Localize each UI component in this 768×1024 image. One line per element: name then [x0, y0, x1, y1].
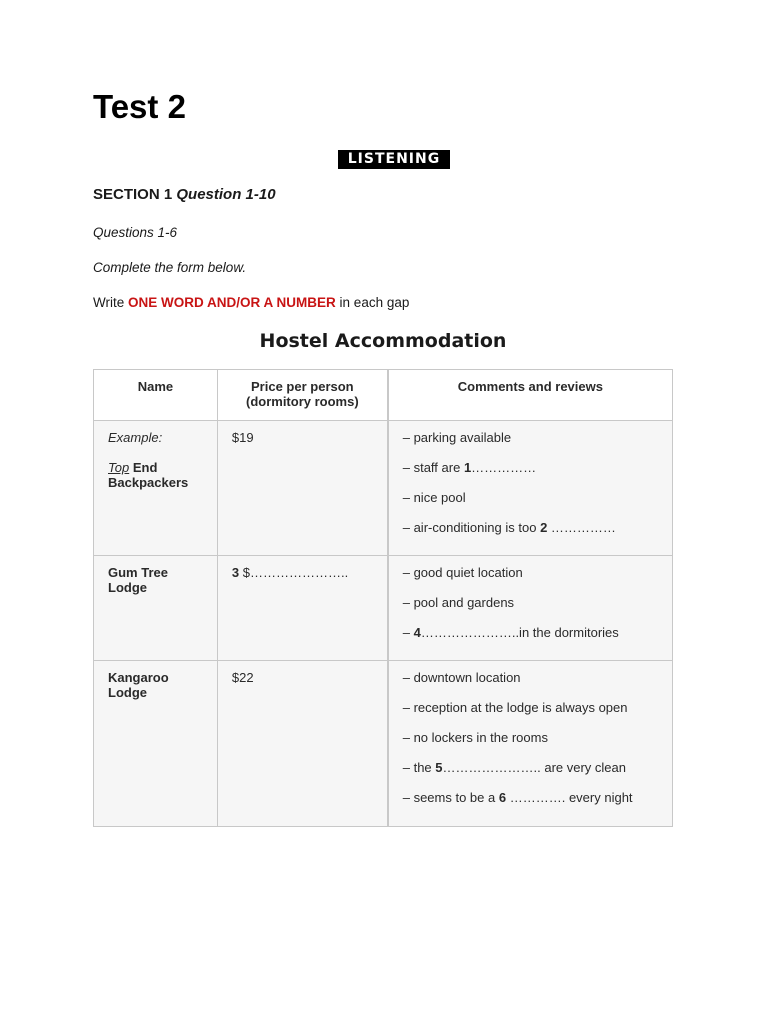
comment-line: – parking available [402, 430, 512, 445]
gap-number: 1 [463, 460, 472, 475]
hostel-name-rest: End Backpackers [108, 460, 189, 490]
comment-line [403, 520, 658, 535]
price-cell [217, 556, 387, 661]
comment-line [403, 460, 658, 475]
comment-line: – nice pool [402, 490, 466, 505]
gap-number: 3 [231, 565, 240, 580]
table-row [94, 556, 673, 661]
answer-gap[interactable]: …………… [550, 520, 616, 535]
section-questions: Question 1-10 [176, 186, 276, 203]
name-cell [94, 661, 218, 827]
answer-gap[interactable]: …………… [471, 460, 537, 475]
example-label: Example: [108, 430, 163, 445]
hostel-name-underlined: Top [108, 460, 130, 475]
price-cell [217, 421, 387, 556]
comment-line [403, 760, 658, 775]
write-instruction [93, 295, 409, 311]
hostel-name: Gum Tree Lodge [108, 565, 168, 595]
header-price-line1: Price per person [251, 379, 354, 394]
comment-line: – downtown location [402, 670, 521, 685]
table-row [94, 421, 673, 556]
comment-line: – no lockers in the rooms [402, 730, 548, 745]
comment-line [403, 625, 658, 640]
header-name: Name [94, 370, 218, 421]
name-cell [94, 421, 218, 556]
hostel-name [108, 460, 203, 490]
write-prefix: Write [93, 295, 125, 310]
answer-gap[interactable]: …………………..in the dormitories [420, 625, 619, 640]
name-cell [94, 556, 218, 661]
comment-line: – reception at the lodge is always open [402, 700, 628, 715]
comment-prefix: – staff are [402, 460, 461, 475]
header-price-line2: (dormitory rooms) [245, 394, 359, 409]
comment-prefix: – the [402, 760, 432, 775]
comment-prefix: – [402, 625, 410, 640]
answer-gap[interactable]: ………………….. are very clean [442, 760, 627, 775]
section-heading [93, 186, 276, 204]
comment-line: – good quiet location [402, 565, 523, 580]
comment-line: – pool and gardens [402, 595, 515, 610]
comments-cell [388, 661, 673, 827]
form-title: Hostel Accommodation [259, 330, 507, 352]
price-cell [217, 661, 387, 827]
price-value: $22 [231, 670, 254, 685]
test-title: Test 2 [93, 88, 186, 125]
comments-cell [388, 556, 673, 661]
comment-prefix: – air-conditioning is too [402, 520, 537, 535]
header-comments: Comments and reviews [388, 370, 673, 421]
answer-gap[interactable]: …………. every night [509, 790, 633, 805]
comments-cell [388, 421, 673, 556]
gap-number: 6 [498, 790, 507, 805]
price-value: $19 [231, 430, 254, 445]
gap-number: 5 [435, 760, 443, 775]
hostel-name: Kangaroo Lodge [108, 670, 169, 700]
answer-gap[interactable]: $………………….. [242, 565, 349, 580]
header-price [217, 370, 387, 421]
write-emphasis: ONE WORD AND/OR A NUMBER [128, 295, 336, 310]
badge-row [0, 150, 768, 169]
table-header-row [94, 370, 673, 421]
questions-range: Questions 1-6 [93, 225, 178, 240]
complete-instruction: Complete the form below. [93, 260, 247, 275]
gap-number: 2 [540, 520, 548, 535]
listening-badge: LISTENING [338, 150, 450, 169]
gap-number: 4 [413, 625, 421, 640]
write-suffix: in each gap [339, 295, 410, 310]
section-label: SECTION 1 [93, 186, 173, 203]
hostel-form-table [93, 369, 673, 827]
comment-line [403, 790, 658, 805]
table-row [94, 661, 673, 827]
comment-prefix: – seems to be a [402, 790, 496, 805]
